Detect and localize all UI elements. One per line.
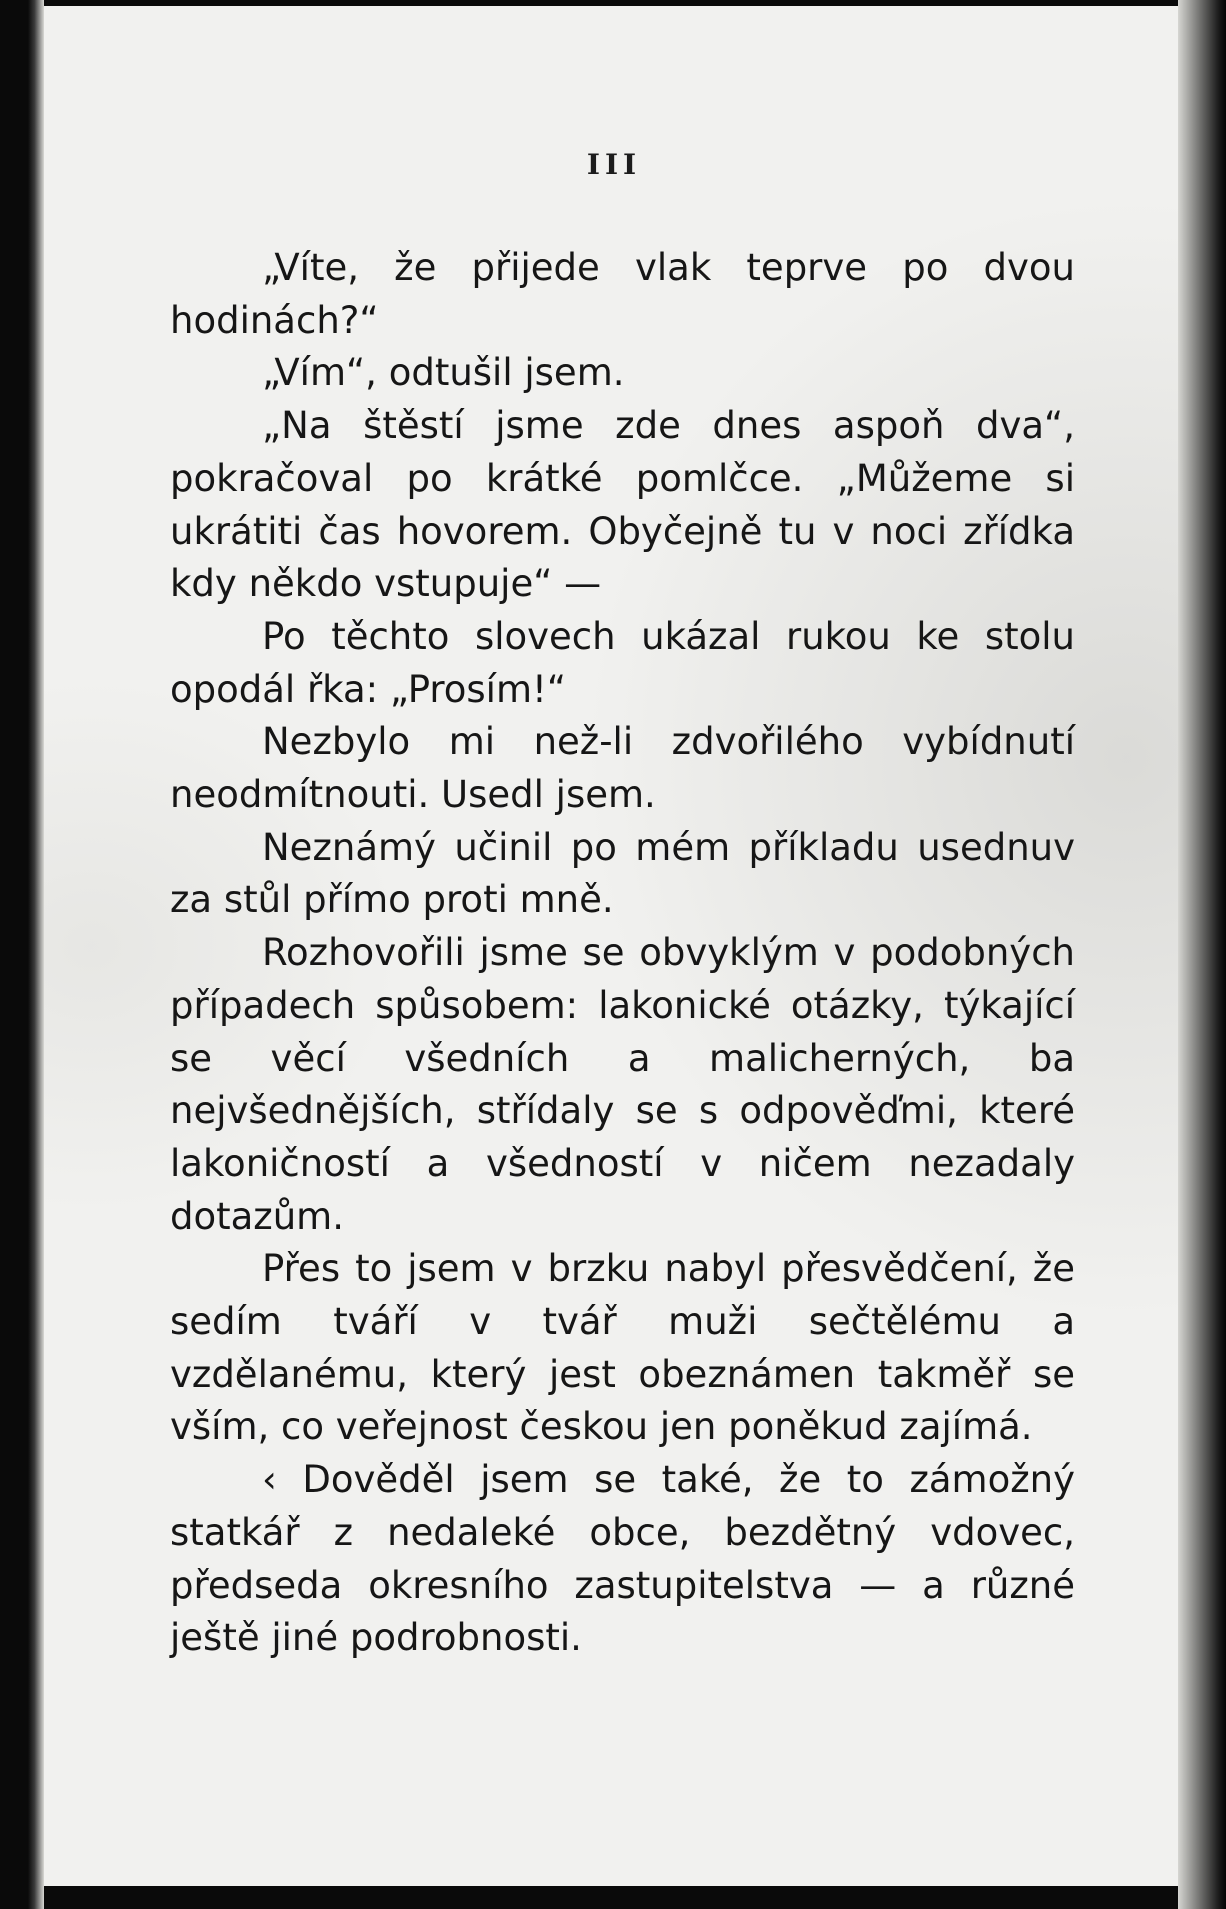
paragraph-1: „Víte, že přijede vlak teprve po dvou hodinách?“: [170, 246, 1075, 342]
paragraph-8: Přes to jsem v brzku nabyl přesvědčení, že sedím tváří v tvář muži sečtělému a vzdělanému, který jest obeznámen takměř se vším, co veřejnost českou jen poněkud zajímá.: [170, 1247, 1075, 1449]
paragraph-3: „Na štěstí jsme zde dnes aspoň dva“, pokračoval po krátké pomlčce. „Můžeme si ukrátiti čas hovorem. Obyčejně tu v noci zřídka kdy někdo vstupuje“ —: [170, 404, 1075, 606]
paragraph-6: Neznámý učinil po mém příkladu usednuv za stůl přímo proti mně.: [170, 825, 1075, 922]
body-text: [170, 242, 1075, 1665]
paragraph-2: „Vím“, odtušil jsem.: [262, 351, 625, 395]
page-number: III: [586, 148, 642, 181]
paragraph-4: Po těchto slovech ukázal rukou ke stolu opodál řka: „Prosím!“: [170, 614, 1075, 711]
paragraph-9: ‹ Dověděl jsem se také, že to zámožný statkář z nedaleké obce, bezdětný vdovec, předseda okresního zastupitelstva — a různé ještě jiné podrobnosti.: [170, 1458, 1075, 1660]
paragraph-7: Rozhovořili jsme se obvyklým v podobných případech spůsobem: lakonické otázky, týkající se věcí všedních a malicherných, ba nejvšednějších, střídaly se s odpověďmi, které lakoničností a všedností v ničem nezadaly dotazům.: [170, 931, 1075, 1238]
binding-edge: [28, 0, 44, 1909]
book-page: [34, 6, 1184, 1886]
page-edge-shadow: [1178, 0, 1226, 1909]
paragraph-5: Nezbylo mi než-li zdvořilého vybídnutí neodmítnouti. Usedl jsem.: [170, 720, 1075, 817]
